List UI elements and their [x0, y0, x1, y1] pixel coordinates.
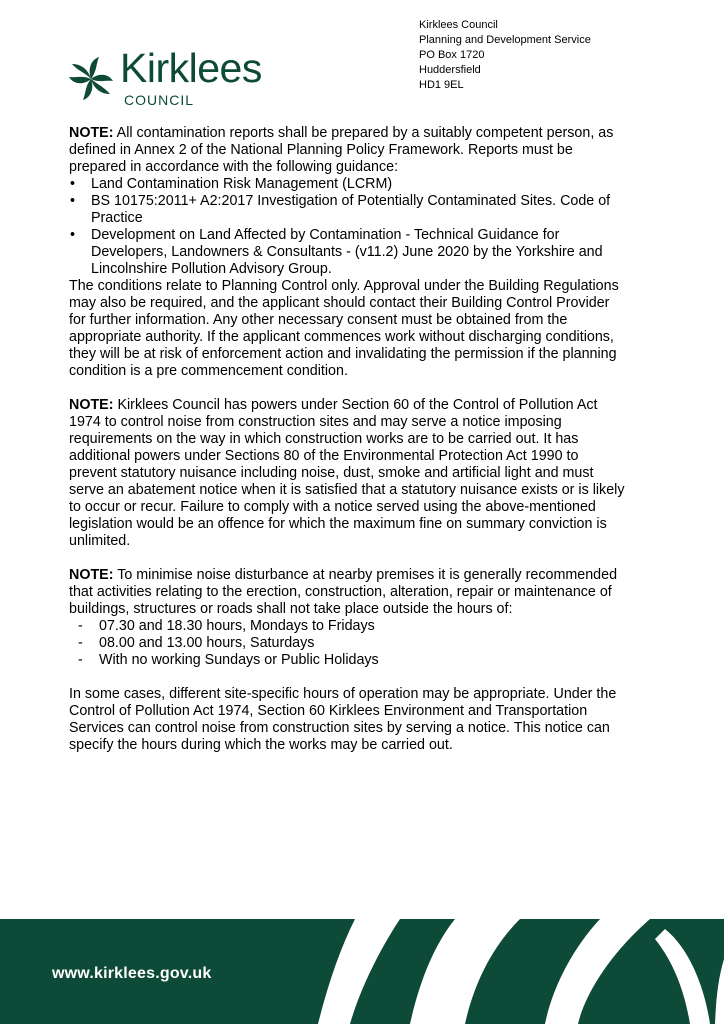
- list-item: • BS 10175:2011+ A2:2017 Investigation of Potentially Contaminated Sites. Code of Practice: [69, 193, 627, 227]
- note-text: To minimise noise disturbance at nearby premises it is generally recommended that activities relating to the erection, construction, alteration, repair or maintenance of buildings, structures or roads shall not take place outside the hours of:: [69, 567, 618, 617]
- logo-subtitle: COUNCIL: [124, 92, 195, 108]
- address-line: Kirklees Council: [419, 19, 498, 31]
- kirklees-logo: [66, 45, 286, 114]
- logo-wordmark: Kirklees: [120, 45, 262, 91]
- website-url[interactable]: www.kirklees.gov.uk: [52, 965, 212, 982]
- note-noise-hours: [69, 567, 627, 618]
- note-contamination-intro: [69, 125, 627, 176]
- address-line: Planning and Development Service: [419, 34, 591, 46]
- kirklees-swirl-icon: [66, 54, 116, 104]
- address-line: Huddersfield: [419, 64, 481, 76]
- guidance-list: [69, 176, 627, 278]
- list-item: - 08.00 and 13.00 hours, Saturdays: [69, 635, 627, 652]
- document-body: [69, 125, 627, 754]
- list-item: • Development on Land Affected by Contamination - Technical Guidance for Developers, Landowners & Consultants - (v11.2) June 2020 by the Yorkshire and Lincolnshire Pollution Advisory Group.: [69, 227, 627, 278]
- footer-banner: [0, 919, 724, 1024]
- note-label: NOTE:: [69, 397, 114, 413]
- note-label: NOTE:: [69, 125, 114, 141]
- note-label: NOTE:: [69, 567, 114, 583]
- planning-conditions-paragraph: The conditions relate to Planning Control only. Approval under the Building Regulations may also be required, and the applicant should contact their Building Control Provider for further information. Any other necessary consent must be obtained from the appropriate authority. If the applicant commences work without discharging conditions, they will be at risk of enforcement action and invalidating the permission if the planning condition is a pre commencement condition.: [69, 278, 619, 379]
- council-address: [419, 18, 591, 93]
- note-text: All contamination reports shall be prepared by a suitably competent person, as defined in Annex 2 of the National Planning Policy Framework. Reports must be prepared in accordance with the following guidance:: [69, 125, 614, 175]
- address-line: PO Box 1720: [419, 49, 485, 61]
- list-item: - With no working Sundays or Public Holidays: [69, 652, 627, 669]
- list-item: - 07.30 and 18.30 hours, Mondays to Fridays: [69, 618, 627, 635]
- working-hours-list: [69, 618, 627, 669]
- note-noise-powers: [69, 397, 627, 550]
- list-item: • Land Contamination Risk Management (LCRM): [69, 176, 627, 193]
- address-line: HD1 9EL: [419, 79, 464, 91]
- note-text: Kirklees Council has powers under Section 60 of the Control of Pollution Act 1974 to control noise from construction sites and may serve a notice imposing requirements on the way in which construction works are to be carried out. It has additional powers under Sections 80 of the Environmental Protection Act 1990 to prevent statutory nuisance including noise, dust, smoke and artificial light and must serve an abatement notice when it is satisfied that a statutory nuisance exists or is likely to occur or recur. Failure to comply with a notice served using the above-mentioned legislation would be an offence for which the maximum fine on summary conviction is unlimited.: [69, 397, 625, 549]
- closing-paragraph: In some cases, different site-specific hours of operation may be appropriate. Under the Control of Pollution Act 1974, Section 60 Kirklees Environment and Transportation Services can control noise from construction sites by serving a notice. This notice can specify the hours during which the works may be carried out.: [69, 686, 617, 753]
